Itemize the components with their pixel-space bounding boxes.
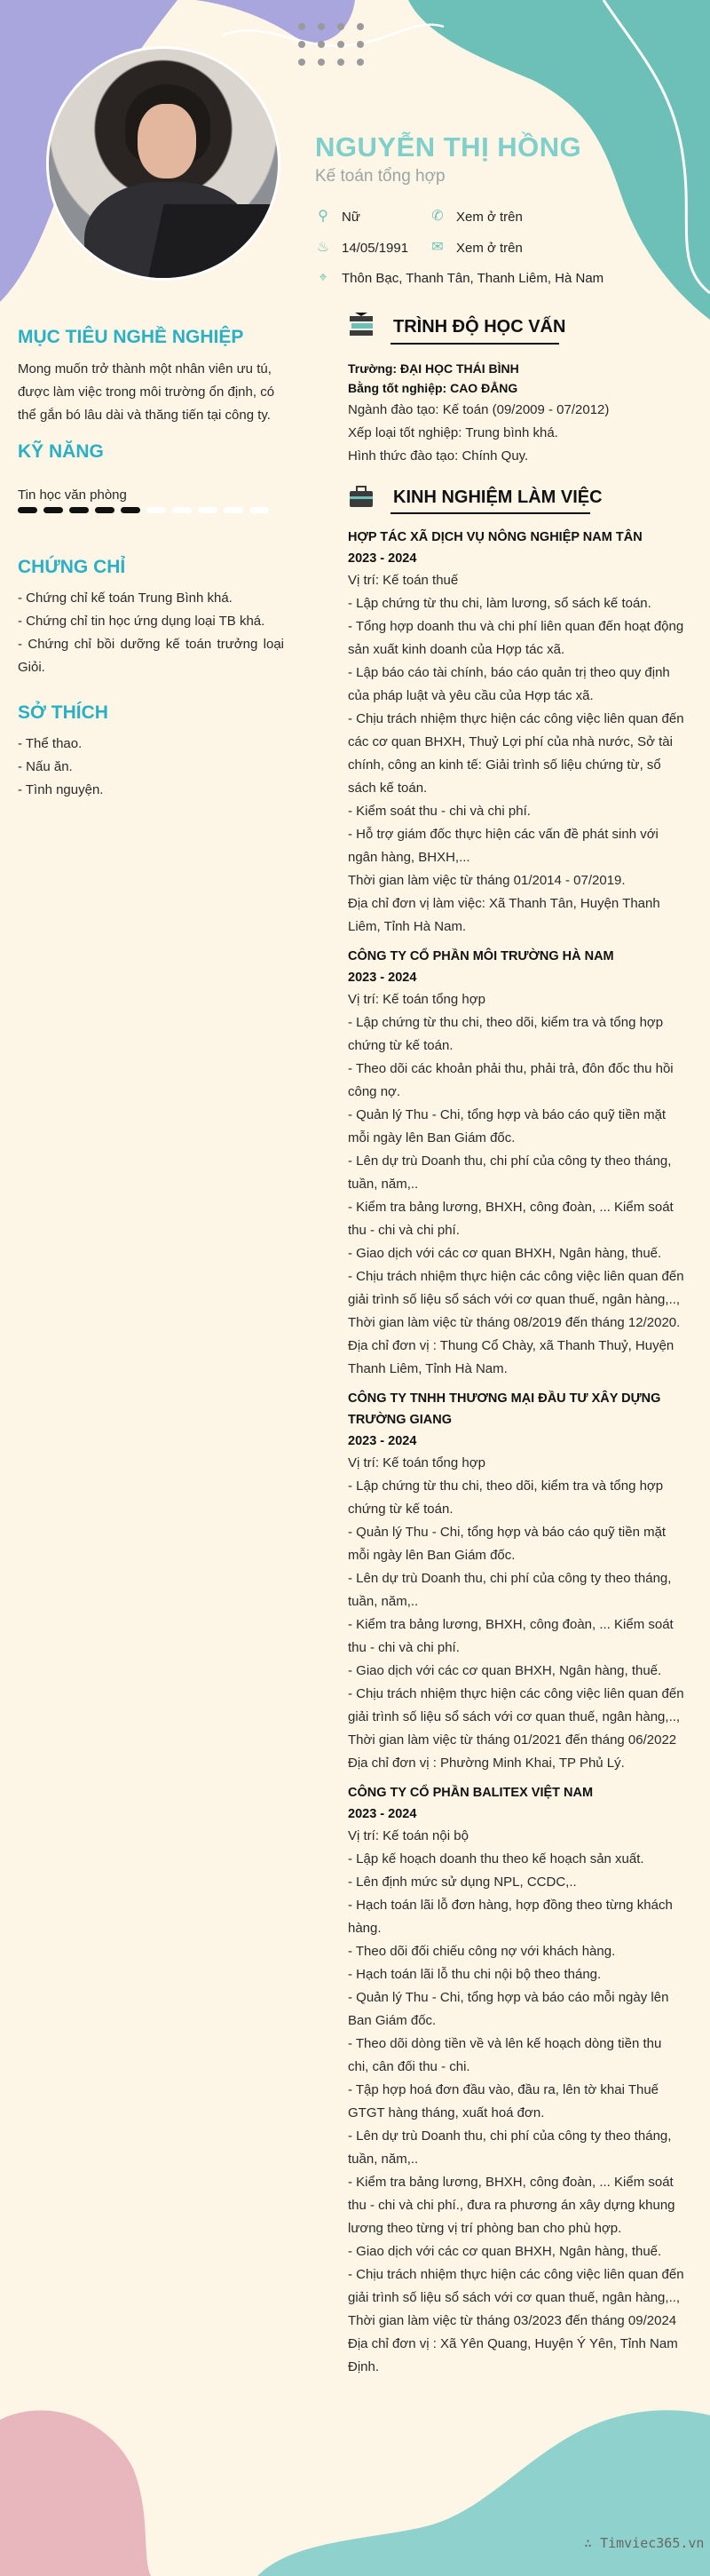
job-line: - Theo dõi các khoản phải thu, phải trả, đôn đốc thu hồi công nợ. bbox=[348, 1061, 674, 1099]
job-line: - Lập kế hoạch doanh thu theo kế hoạch sản xuất. bbox=[348, 1851, 644, 1867]
certificate-item: - Chứng chỉ tin học ứng dụng loại TB khá. bbox=[18, 614, 265, 629]
skill-dot bbox=[224, 507, 243, 513]
job-line: - Kiểm tra bảng lương, BHXH, công đoàn, ... Kiểm soát thu - chi và chi phí. bbox=[348, 1617, 674, 1655]
job-line: Vị trí: Kế toán thuế bbox=[348, 573, 459, 588]
footer-brand[interactable] bbox=[584, 2535, 704, 2551]
job-period: 2023 - 2024 bbox=[348, 1807, 417, 1821]
job-entry bbox=[348, 527, 685, 939]
skill-dot bbox=[146, 507, 166, 513]
skill-dot bbox=[198, 507, 217, 513]
job-line: - Quản lý Thu - Chi, tổng hợp và báo cáo quỹ tiền mặt mỗi ngày lên Ban Giám đốc. bbox=[348, 1107, 667, 1145]
job-line: - Kiểm soát thu - chi và chi phí. bbox=[348, 804, 531, 819]
job-period: 2023 - 2024 bbox=[348, 551, 417, 566]
skill-dot bbox=[172, 507, 192, 513]
job-line: - Lập chứng từ thu chi, làm lương, sổ sách kế toán. bbox=[348, 596, 651, 611]
job-line: - Tổng hợp doanh thu và chi phí liên quan đến hoạt động sản xuất kinh doanh của Hợp tác xã. bbox=[348, 619, 684, 657]
experience-list bbox=[348, 527, 685, 2379]
job-line: Địa chỉ đơn vị : Thung Cổ Chày, xã Thanh Thuỷ, Huyện Thanh Liêm, Tỉnh Hà Nam. bbox=[348, 1338, 674, 1376]
certificate-item: - Chứng chỉ kế toán Trung Bình khá. bbox=[18, 590, 233, 606]
skills-title: KỸ NĂNG bbox=[18, 441, 104, 462]
career-goal-title: MỤC TIÊU NGHỀ NGHIỆP bbox=[18, 327, 244, 347]
job-line: - Chịu trách nhiệm thực hiện các công việc liên quan đến giải trình số liệu sổ sách với cơ quan thuế, ngân hàng,.., bbox=[348, 2267, 684, 2305]
education-line: Ngành đào tạo: Kế toán (09/2009 - 07/2012) bbox=[348, 402, 610, 417]
hobby-item: - Thể thao. bbox=[18, 736, 83, 751]
job-line: - Lên dự trù Doanh thu, chi phí của công ty theo tháng, tuần, năm,.. bbox=[348, 2128, 672, 2167]
job-line: Thời gian làm việc từ tháng 01/2021 đến tháng 06/2022 bbox=[348, 1732, 677, 1748]
job-line: Địa chỉ đơn vị : Xã Yên Quang, Huyện Ý Yên, Tỉnh Nam Định. bbox=[348, 2336, 678, 2374]
education-degree: Bằng tốt nghiệp: CAO ĐẲNG bbox=[348, 381, 518, 395]
education-title: TRÌNH ĐỘ HỌC VẤN bbox=[393, 317, 566, 337]
job-company: CÔNG TY CỔ PHẦN MÔI TRƯỜNG HÀ NAM bbox=[348, 949, 614, 963]
location-pin-icon: ⌖ bbox=[319, 270, 327, 285]
job-line: Vị trí: Kế toán tổng hợp bbox=[348, 1455, 485, 1470]
experience-underline bbox=[390, 512, 590, 514]
phone-icon: ✆ bbox=[431, 209, 444, 224]
job-line: - Hạch toán lãi lỗ thu chi nội bộ theo tháng. bbox=[348, 1967, 602, 1982]
skill-dot bbox=[121, 507, 140, 513]
gender-info bbox=[315, 209, 360, 225]
mail-icon: ✉ bbox=[431, 240, 444, 255]
job-line: - Lập báo cáo tài chính, báo cáo quản trị theo quy định của pháp luật và yêu cầu của Hợp tác xã. bbox=[348, 665, 670, 703]
hobby-item: - Tình nguyện. bbox=[18, 782, 104, 797]
job-line: - Kiểm tra bảng lương, BHXH, công đoàn, ... Kiểm soát thu - chi và chi phí., đưa ra phương án xây dựng khung lương theo từng vị trí phòng ban cho phù hợp. bbox=[348, 2175, 675, 2236]
job-line: - Hỗ trợ giám đốc thực hiện các vấn đề phát sinh với ngân hàng, BHXH,... bbox=[348, 827, 659, 865]
skill-dot bbox=[18, 507, 37, 513]
job-line: - Quản lý Thu - Chi, tổng hợp và báo cáo mỗi ngày lên Ban Giám đốc. bbox=[348, 1990, 669, 2028]
avatar-laptop bbox=[146, 204, 280, 281]
skill-dot bbox=[249, 507, 269, 513]
books-icon bbox=[348, 313, 375, 337]
education-underline bbox=[390, 343, 559, 345]
hobby-item: - Nấu ăn. bbox=[18, 759, 73, 774]
briefcase-icon bbox=[348, 484, 375, 509]
candidate-job-title: Kế toán tổng hợp bbox=[315, 167, 446, 186]
certificates-list bbox=[18, 587, 284, 679]
birthday-value: 14/05/1991 bbox=[342, 240, 409, 256]
education-block bbox=[348, 359, 685, 398]
skill-name: Tin học văn phòng bbox=[18, 487, 127, 503]
job-line: - Chịu trách nhiệm thực hiện các công việc liên quan đến giải trình số liệu sổ sách với cơ quan thuế, ngân hàng,.., bbox=[348, 1686, 684, 1724]
job-line: - Chịu trách nhiệm thực hiện các công việc liên quan đến các cơ quan BHXH, Thuỷ Lợi phí của nhà nước, Sở tài chính, công an kinh tế: Giải trình số liệu chứng từ, sổ sách kế toán. bbox=[348, 711, 684, 796]
hobbies-title: SỞ THÍCH bbox=[18, 702, 108, 723]
job-company: CÔNG TY CỔ PHẦN BALITEX VIỆT NAM bbox=[348, 1786, 594, 1800]
address-value: Thôn Bạc, Thanh Tân, Thanh Liêm, Hà Nam bbox=[342, 270, 604, 286]
job-line: Địa chỉ đơn vị làm việc: Xã Thanh Tân, Huyện Thanh Liêm, Tỉnh Hà Nam. bbox=[348, 896, 660, 934]
job-company: HỢP TÁC XÃ DỊCH VỤ NÔNG NGHIỆP NAM TÂN bbox=[348, 530, 643, 544]
email-info bbox=[430, 240, 523, 256]
job-period: 2023 - 2024 bbox=[348, 1434, 417, 1448]
hobbies-list bbox=[18, 733, 284, 802]
education-line: Hình thức đào tạo: Chính Quy. bbox=[348, 448, 529, 464]
certificates-title: CHỨNG CHỈ bbox=[18, 557, 126, 577]
candidate-name: NGUYỄN THỊ HỒNG bbox=[315, 131, 582, 162]
education-school: Trường: ĐẠI HỌC THÁI BÌNH bbox=[348, 361, 519, 376]
job-entry bbox=[348, 1388, 685, 1775]
certificate-item: - Chứng chỉ bồi dưỡng kế toán trưởng loại Giỏi. bbox=[18, 637, 284, 675]
job-line: - Lập chứng từ thu chi, theo dõi, kiểm tra và tổng hợp chứng từ kế toán. bbox=[348, 1478, 664, 1517]
email-value[interactable]: Xem ở trên bbox=[456, 240, 523, 256]
job-line: - Tập hợp hoá đơn đầu vào, đầu ra, lên tờ khai Thuế GTGT hàng tháng, xuất hoá đơn. bbox=[348, 2082, 659, 2120]
job-entry bbox=[348, 946, 685, 1381]
avatar-face bbox=[138, 104, 196, 178]
job-line: - Lên dự trù Doanh thu, chi phí của công ty theo tháng, tuần, năm,.. bbox=[348, 1153, 672, 1192]
career-goal-text: Mong muốn trở thành một nhân viên ưu tú, được làm việc trong môi trường ổn định, có thể gắn bó lâu dài và thăng tiến tại công ty. bbox=[18, 361, 275, 423]
skill-dot bbox=[69, 507, 89, 513]
skill-dot bbox=[95, 507, 114, 513]
brand-name: Timviec365.vn bbox=[600, 2535, 705, 2551]
job-line: Vị trí: Kế toán nội bộ bbox=[348, 1828, 469, 1843]
job-line: - Lên dự trù Doanh thu, chi phí của công ty theo tháng, tuần, năm,.. bbox=[348, 1571, 672, 1609]
job-line: - Giao dịch với các cơ quan BHXH, Ngân hàng, thuế. bbox=[348, 1246, 662, 1261]
job-line: - Lên định mức sử dụng NPL, CCDC,.. bbox=[348, 1875, 577, 1890]
job-line: - Lập chứng từ thu chi, theo dõi, kiểm tra và tổng hợp chứng từ kế toán. bbox=[348, 1015, 664, 1053]
job-period: 2023 - 2024 bbox=[348, 971, 417, 985]
education-details bbox=[348, 399, 685, 468]
job-line: Thời gian làm việc từ tháng 01/2014 - 07/2019. bbox=[348, 873, 626, 888]
gender-value: Nữ bbox=[342, 209, 360, 225]
job-line: Thời gian làm việc từ tháng 03/2023 đến tháng 09/2024 bbox=[348, 2313, 677, 2328]
cake-icon: ♨ bbox=[316, 240, 330, 255]
education-line: Xếp loại tốt nghiệp: Trung bình khá. bbox=[348, 425, 558, 440]
gender-icon: ⚲ bbox=[318, 209, 328, 224]
avatar bbox=[46, 46, 280, 281]
job-line: - Chịu trách nhiệm thực hiện các công việc liên quan đến giải trình số liệu sổ sách với cơ quan thuế, ngân hàng,.., bbox=[348, 1269, 684, 1307]
job-line: - Giao dịch với các cơ quan BHXH, Ngân hàng, thuế. bbox=[348, 1663, 662, 1678]
job-line: Thời gian làm việc từ tháng 08/2019 đến tháng 12/2020. bbox=[348, 1315, 681, 1330]
skill-level-bar bbox=[18, 507, 269, 513]
address-info bbox=[315, 270, 604, 286]
job-entry bbox=[348, 1782, 685, 2379]
job-line: - Theo dõi đối chiếu công nợ với khách hàng. bbox=[348, 1944, 616, 1959]
job-company: CÔNG TY TNHH THƯƠNG MẠI ĐẦU TƯ XÂY DỰNG TRƯỜNG GIANG bbox=[348, 1391, 661, 1427]
phone-info bbox=[430, 209, 523, 225]
job-line: Vị trí: Kế toán tổng hợp bbox=[348, 992, 485, 1007]
job-line: Địa chỉ đơn vị : Phường Minh Khai, TP Phủ Lý. bbox=[348, 1756, 625, 1771]
job-line: - Giao dịch với các cơ quan BHXH, Ngân hàng, thuế. bbox=[348, 2244, 662, 2259]
job-line: - Theo dõi dòng tiền về và lên kế hoạch dòng tiền thu chi, cân đối thu - chi. bbox=[348, 2036, 662, 2074]
job-line: - Hạch toán lãi lỗ đơn hàng, hợp đồng theo từng khách hàng. bbox=[348, 1898, 673, 1936]
job-line: - Kiểm tra bảng lương, BHXH, công đoàn, ... Kiểm soát thu - chi và chi phí. bbox=[348, 1200, 674, 1238]
birthday-info bbox=[315, 240, 408, 256]
phone-value[interactable]: Xem ở trên bbox=[456, 209, 523, 225]
job-line: - Quản lý Thu - Chi, tổng hợp và báo cáo quỹ tiền mặt mỗi ngày lên Ban Giám đốc. bbox=[348, 1525, 667, 1563]
brand-logo-icon: ∴ bbox=[584, 2535, 593, 2551]
skill-dot bbox=[43, 507, 63, 513]
experience-title: KINH NGHIỆM LÀM VIỆC bbox=[393, 487, 603, 507]
